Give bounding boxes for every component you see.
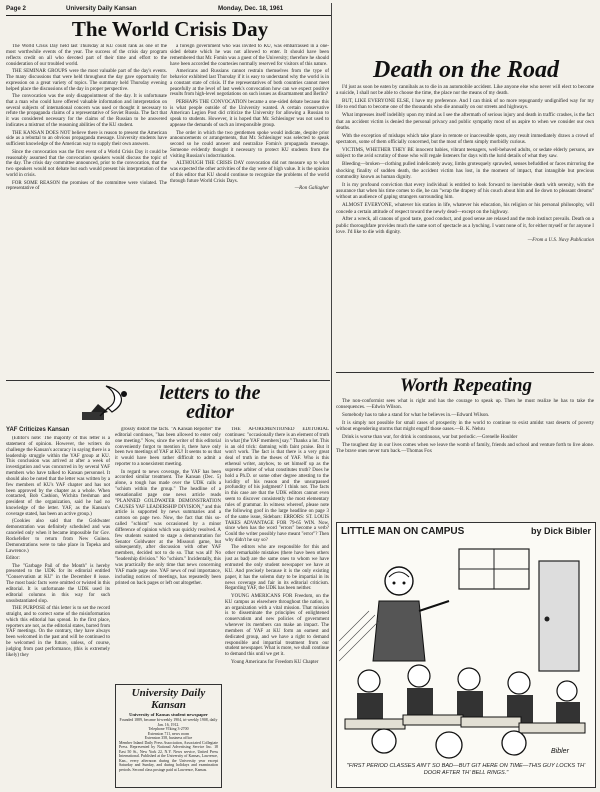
crisis-para: The World Crisis Day held last Thursday at KU could rank as one of the most worthwhile events of the year. The success of the crisis day program reflects credit on all who devoted part of their time and effort to the consideration of our troubled world.	[6, 44, 167, 67]
section-rule	[336, 372, 594, 373]
crisis-title: The World Crisis Day	[71, 17, 269, 41]
section-rule	[6, 380, 330, 381]
letter-para: YOUNG AMERICANS FOR Freedom, on the KU campus as elsewhere throughout the nation, is an organization with a vital mission. That mission is to disseminate the principles of enlightened conservatism and new policies of government wherever its members can make an impact. The members of YAF at KU form an earnest and dedicated group, and we have a right to demand responsible and impartial treatment from our student newspaper. What is more, we shall continue to demand this until we get it.	[225, 593, 329, 658]
crisis-para: THE SEMINAR GROUPS were the most valuable part of the day's events. The many discussions that were held throughout the day gave opportunity for expression on a great variety of topics. The summary held Thursday evening helped place the discussions of the day in proper perspective.	[6, 68, 167, 92]
letters-column-b	[115, 427, 221, 681]
masthead-line: Extension 711, news room	[147, 731, 190, 736]
letters-title: letters to the editor	[159, 382, 261, 423]
crisis-para: Since the convocation was the first event of a World Crisis Day it could be reasonably assumed that the convocation speakers would discuss the topic of the day. The crisis day committee announced, prior to the convocation, that the two speakers would not debate but each would present his interpretation of the world in crisis.	[6, 149, 167, 179]
crisis-para: The order in which the two gentlemen spoke would indicate, despite prior announcements or arrangements, that Mr. Schlesinger was selected to speak second so he could answer and neutralize Fomin's propaganda message. Someone evidently thought it necessary to protect KU students from the visiting Russian's indoctrination.	[170, 130, 329, 159]
paper-name: University Daily Kansan	[66, 5, 137, 12]
death-para: BUT, LIKE EVERYONE ELSE, I have my preference. And I can think of no more repugnantly undignified way for my life to end than to become one of the thousands who die annually on our streets and highways.	[336, 98, 594, 111]
crisis-para: THE KANSAN DOES NOT believe there is reason to present the American side as a rebuttal to an obvious propaganda message. University students have sufficient knowledge of the American way to supply their own answers.	[6, 130, 167, 148]
death-para: With the exception of mishaps which take place in remote or inaccessible spots, any result immediately draws a crowd of spectators, some of them officially concerned, but the most of them simply morbidly curious.	[336, 132, 594, 146]
cartoon-drawing	[339, 541, 591, 761]
crisis-signature: —Ron Gallagher	[294, 186, 329, 192]
masthead-name: University Daily Kansan	[131, 687, 206, 711]
worth-para: The toughest day in our lives comes when we leave the womb of family, friends and school and venture forth to live alone. The brave ones never turn back.—Thomas Fox	[336, 442, 594, 455]
letters-column-c	[225, 427, 329, 788]
crisis-para: FOR SOME REASON the promises of the committee were violated. The representative of	[6, 180, 167, 192]
letter-signature: Young Americans for Freedom KU Chapter	[231, 659, 319, 665]
letter-para: THE PURPOSE of this letter is to set the record straight, and to correct some of the misinformation which this editorial has spread. In the first place, reporters are not, as the editorial states, barred from YAF meetings. On the contrary, they have always been welcomed in the past and will be continued to be welcomed in the future, unless, of course, judging from past performance, (this is extremely likely) they	[6, 606, 110, 658]
death-para: Bleeding—broken—clothing pulled indelicately away, limbs grotesquely sprawled, senses befuddled or faces mirroring the shocking finality of sudden death, the accident victim has lost, in the moment of impact, that intangible but precious commodity known as human dignity.	[336, 161, 594, 180]
masthead-line: Founded 1889, became bi-weekly 1904, tri-weekly 1908, daily Jan. 16, 1912.	[119, 718, 218, 727]
cartoon-caption: "FIRST PERIOD CLASSES AIN'T SO BAD—BUT GIT HERE ON TIME—THIS GUY LOCKS TH' DOOR AFTER TH' BELL RINGS."	[346, 763, 586, 776]
worth-para: Drink is worse than war, for drink is continuous, war but periodic.—Grenelle Houlder	[342, 434, 518, 441]
death-para: I'd just as soon be eaten by cannibals as to die in an automobile accident. Like anyone else who never will elect to become a suicide, I shall not be able to choose the time, the place nor the means of my death.	[336, 84, 594, 97]
death-title: Death on the Road	[372, 57, 560, 83]
cartoon-byline: by Dick Bibler	[530, 526, 591, 536]
column-divider	[331, 3, 332, 788]
death-signature: —From a U.S. Navy Publication	[527, 236, 594, 243]
letters-subhead: YAF Criticizes Kansan	[6, 427, 70, 433]
death-para: VICTIMS, WHETHER THEY BE innocent babies, vibrant teenagers, well-behaved adults, or sedate elderly persons, are subject to the avid scrutiny of those who will regale listeners for days with the lurid details of what they saw.	[336, 147, 594, 160]
masthead-line: Extension 358, business office	[144, 736, 193, 740]
death-para: After a wreck, all canons of good taste, good conduct, and good sense are relaxed and the mob instinct prevails. Death on a public thoroughfare provides much the same sort of spectacle as a lynching. I want none of it, for either myself or for anyone I love. I'd like to die with dignity.	[336, 216, 594, 235]
letter-para: In regard to news coverage, the YAF has been accorded similar treatment. The Kansan (Dec. 5) alone, a tough has made over the UDK calls a "schism within the group." The headline of a sensationalist page one news article reads "PLANNED GOLDWATER DEMONSTRATION CAUSES YAF LEADERSHIP DIVISION," and this article is supported by news summaries and a cartoon on page two. Now, the fact that this so-called "schism" was occasioned by a minor difference of opinion which was quickly resolved. A few students wanted to stage a demonstration for Senator Goldwater at the Missouri game, but subsequently, after discussion with other YAF members, decided not to do so. That was all! No "leadership division." No "schism." Incidentally, this was practically the only time that news concerning YAF made page one. YAF news of real importance, including notices of meetings, has repeatedly been printed on back pages or left out altogether.	[115, 469, 221, 586]
death-para: ALMOST EVERYONE, whatever his station in life, whatever his education, his religion or his personal philosophy, will concede a certain attitude of respect toward the newly dead—except on the highway.	[336, 202, 594, 215]
masthead-line: Member Inland Daily Press Association, Associated Collegiate Press. Represented by National Advertising Service Inc. 18 East 50 St., New York 22, N.Y. News service, United Press International. Published at the University of Kansas, Lawrence, Kan., every afternoon during the University year except Saturday and Sunday, and during holidays and examination periods. Second class postage paid at Lawrence, Kansas.	[119, 740, 218, 772]
worth-para: It is simply not possible for small cases of prosperity in the world to continue to exist amidst vast deserts of poverty without engendering storms that might engulf those oases.—B. K. Nehru	[336, 420, 594, 433]
cartoon-signature: Bibler	[551, 748, 569, 755]
crisis-para: ALTHOUGH THE CRISIS DAY convocation did not measure up to what was expected the other activities of the day were of high value. It is the opinion of this editor that KU should continue to recognize the problems of the world through future World Crisis Days.	[170, 161, 329, 184]
quill-ink-illustration	[78, 382, 134, 422]
letter-para: (Cookies also said that the Goldwater demonstration was definitely scheduled and was canceled only when it became impossible for Gov. Rockefeller to return from New Guinea. Demonstrations were to take place in Topeka and Lawrence.)	[6, 519, 110, 554]
cartoon-panel	[336, 522, 596, 788]
letter-para: THE AFOREMENTIONED EDITORIAL continues: "occasionally there is an element of truth in what [the YAF members] say." Thanks a lot. This is an old trick: damning with faint praise. But it won't work. The fact is that there is a very great deal of truth in the theses of YAF. Who is this ethereal writer, anyhow, to set himself up as the supreme arbiter of what constitutes truth? Does he hold a Ph.D. or some other degree attesting to the lucidity of his reason and the unsurpassed profundity of his judgment? I think not. The facts in this case are that the UDK editors cannot even seem to discover consistently the most elementary rules of grammar. In witness whereof, please note the following goof in the large headline on page 3 of the same issue, Sidebars: ERRORS: ST. LOUIS TAKES ADVANTAGE FOR 79-65 WIN. Now, since when has the word "errors" become a verb? Could the writer possibly have meant "error"? Then why didn't he say so?	[225, 427, 329, 544]
crisis-para: Americans and Russians cannot restrain themselves from the type of behavior exhibited last Thursday if it is easy to understand why the world is in a constant state of crisis. If the representatives of both countries cannot meet peacefully at the level of last week's convocation how can we expect positive results from high-level negotiations on such issues as disarmament and Berlin?	[170, 68, 329, 98]
issue-date: Monday, Dec. 18, 1961	[218, 5, 284, 12]
death-para: What impresses itself indelibly upon my mind as I see the aftermath of serious injury and death in traffic crashes, is the fact that an accident victim is denied the personal privacy and public sympathy most of us aspire to when we consider our own deaths.	[336, 112, 594, 131]
letters-column-a	[6, 436, 110, 788]
masthead-line: Telephone VIking 3-2700	[148, 727, 189, 731]
worth-para: The non-conformist sees what is right and has the courage to speak up. Then he must realize he has to take the consequences. —Edwin Wilson.	[336, 398, 594, 411]
death-body	[336, 84, 594, 370]
crisis-para: PERHAPS THE CONVOCATION became a one-sided debate because this is what people outside of the University wanted. A certain conservative American Legion Post did criticize the University for allowing a Russian to speak to students. However, it is hoped that Mr. Schlesinger was not used to appease the demands of such an irresponsible group.	[170, 99, 329, 129]
crisis-para: The convocation was the only disappointment of the day. It is unfortunate that a man who could have offered valuable information and interpretation on several subjects of international concern was used or thought it necessary to refute the propaganda claims of a representative of Soviet Russia. The fact that it was considered necessary for the claims of the Russian to be answered indicates a mistrust of the reasoning abilities of the KU student.	[6, 93, 167, 129]
crisis-column-2	[170, 44, 329, 377]
worth-para: Somebody has to take a stand for what he believes in.—Edward Wilson.	[342, 412, 490, 419]
masthead	[115, 684, 222, 788]
masthead-tagline: University of Kansas student newspaper	[129, 712, 208, 717]
letter-para: The "Garbage Pail of the Month" is hereby presented to the UDK for its editorial entitled "Conservatism at KU" in the December 8 issue. The most basic facts were omitted or twisted in this editorial. It is unfortunate the UDK used its editorial columns in this way for such unsubstantiated slop.	[6, 563, 110, 604]
cartoon-title: LITTLE MAN ON CAMPUS	[341, 526, 465, 537]
page-number: Page 2	[6, 5, 26, 12]
death-para: It is my profound conviction that every individual is entitled to look forward to inevitable death with serenity, with the assurance that when his time comes to die, he can "wrap the drapery of his couch about him and lie down to pleasant dreams" without an audience of gaping strangers surrounding him.	[336, 181, 594, 201]
letter-para: The editors who are responsible for this and other remarkable mistakes (there have been others just as bad) are the same ones to whom we have entrusted the only student newspaper we have at KU. And precisely because it is the only existing paper, it has the solemn duty to be impartial in its news coverage and fair in its editorial criticism. Regarding YAF, the UDK has been neither.	[225, 545, 329, 592]
letter-para: grossly distort the facts. "A Kansan Reporter" the editorial continues, "has been allowed to enter only one meeting." Now, since the writer of this editorial conveniently forgot to mention it, there have only been two meetings of YAF at KU! It seems to us that it would have been rather difficult to admit a reporter to a nonexistent meeting.	[115, 427, 221, 468]
worth-body	[336, 398, 594, 520]
crisis-para: a foreign government who was invited to KU, was embarrassed in a one-sided debate which he was not allowed to enter. It should have been remembered that Mr. Fomin was a guest of the University; therefore he should have been accorded the courtesies normally reserved for visitors of this nature.	[170, 44, 329, 67]
worth-title: Worth Repeating	[399, 375, 533, 396]
letter-para: (Editor's note: The majority of this letter is a statement of opinion. However, the writers do challenge the Kansan's accuracy in saying there is a leadership struggle within the YAF group at KU. This conclusion was arrived at after a week of investigation and was concurred in by several YAF members who have talked to Kansan personnel. It should also be noted that the letter was written by a few members of KU's YAF chapter and has not been approved by the chapter as a whole. When contacted, Bob Cashion, Wichita freshman and president of the organization, said he had no knowledge of the letter. YAF, as the Kansan's coverage stated, has been an active group.)	[6, 436, 110, 517]
page-header	[6, 3, 331, 16]
letter-para: Editor:	[6, 556, 20, 562]
crisis-column-1	[6, 44, 167, 377]
